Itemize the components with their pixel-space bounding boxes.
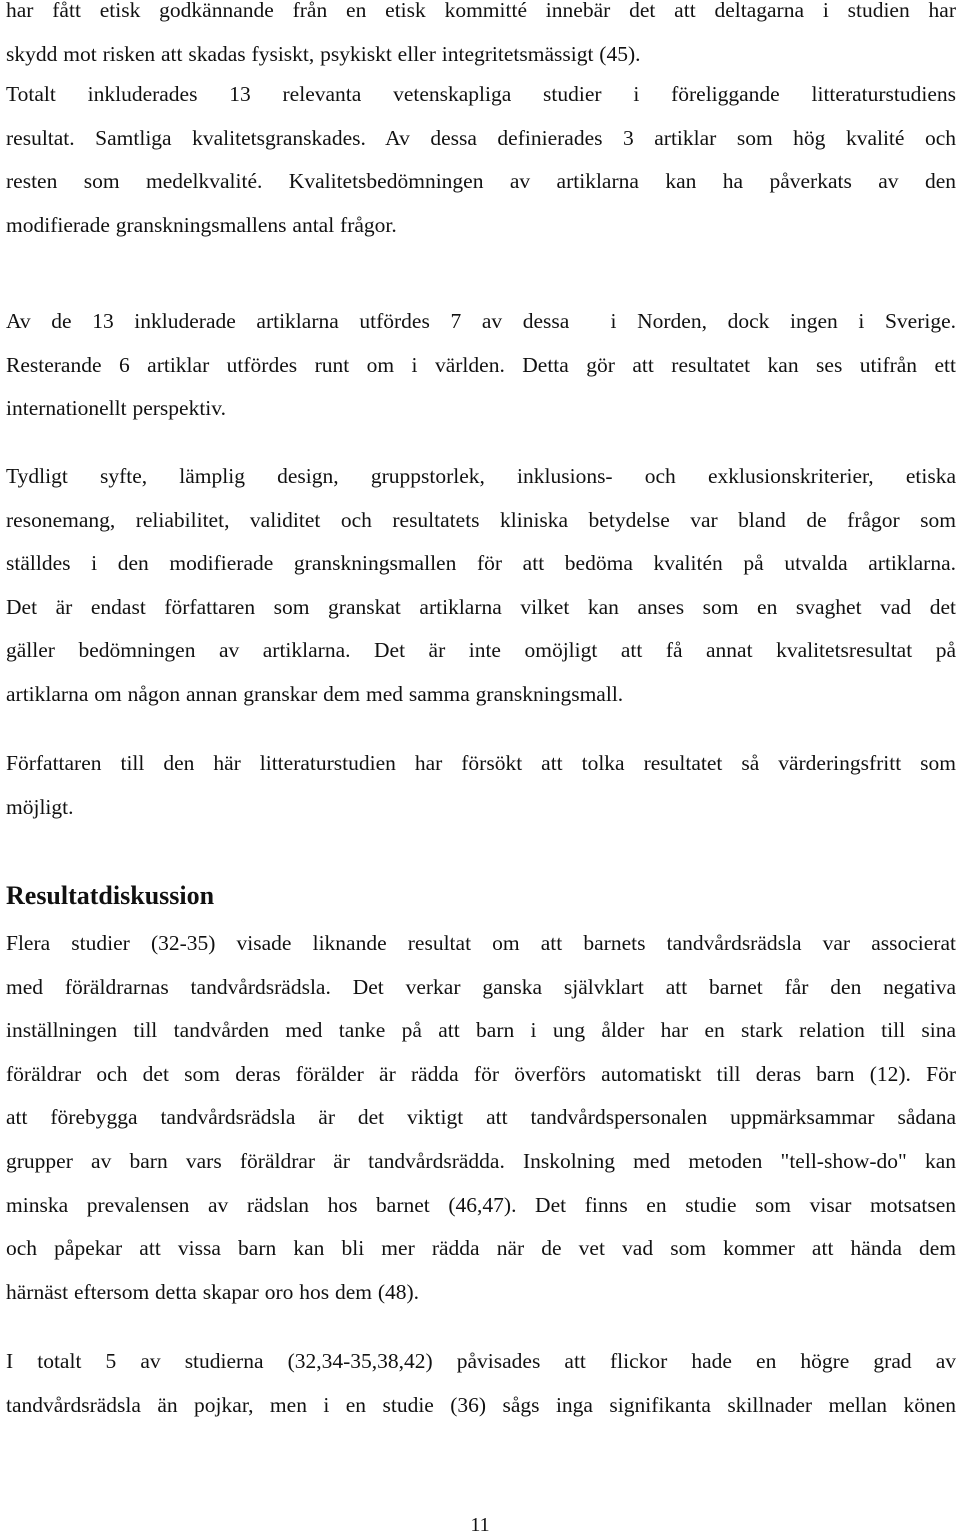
text-line: ställdes i den modifierade granskningsmallen för att bedöma kvalitén på utvalda artiklarna. [6,551,956,576]
text-line: och påpekar att vissa barn kan bli mer rädda när de vet vad som kommer att hända dem [6,1236,956,1261]
text-line: tandvårdsrädsla än pojkar, men i en studie (36) sågs inga signifikanta skillnader mellan könen [6,1392,956,1417]
paragraph-gender-differences [6,1340,956,1427]
text-line: resonemang, reliabilitet, validitet och resultatets kliniska betydelse var bland de frågor som [6,507,956,532]
paragraph-quality-criteria [6,455,956,717]
page-number: 11 [470,1514,490,1536]
text-line: skydd mot risken att skadas fysiskt, psykiskt eller integritetsmässigt (45). [6,41,641,66]
text-line: Av de 13 inkluderade artiklarna utfördes 7 av dessa i Norden, dock ingen i Sverige. [6,309,956,333]
text-line: artiklarna om någon annan granskar dem med samma granskningsmall. [6,681,624,706]
paragraph-included-studies [6,73,956,247]
text-line: Författaren till den här litteraturstudien har försökt att tolka resultatet så värderingsfritt som [6,751,956,775]
text-line: föräldrar och det som deras förälder är rädda för överförs automatiskt till deras barn (12). För [6,1061,956,1086]
paragraph-parental-fear [6,922,956,1314]
text-line: resten som medelkvalité. Kvalitetsbedömningen av artiklarna kan ha påverkats av den [6,169,956,194]
text-line: minska prevalensen av rädslan hos barnet (46,47). Det finns en studie som visar motsatsen [6,1192,956,1217]
text-line: resultat. Samtliga kvalitetsgranskades. Av dessa definierades 3 artiklar som hög kvalité och [6,125,956,150]
text-line: härnäst eftersom detta skapar oro hos dem (48). [6,1279,420,1304]
text-line: Det är endast författaren som granskat artiklarna vilket kan anses som en svaghet vad det [6,594,956,619]
paragraph-author-interpretation [6,742,956,829]
paragraph-study-locations [6,300,956,431]
text-line: gäller bedömningen av artiklarna. Det är inte omöjligt att få annat kvalitetsresultat på [6,638,956,663]
text-line: Tydligt syfte, lämplig design, gruppstorlek, inklusions- och exklusionskriterier, etiska [6,464,956,488]
text-line: internationellt perspektiv. [6,396,227,421]
text-line: har fått etisk godkännande från en etisk kommitté innebär det att deltagarna i studien har [6,0,956,22]
text-line: modifierade granskningsmallens antal frågor. [6,212,397,237]
text-line: med föräldrarnas tandvårdsrädsla. Det verkar ganska självklart att barnet får den negativa [6,974,956,999]
text-line: inställningen till tandvården med tanke på att barn i ung ålder har en stark relation till sina [6,1018,956,1043]
text-line: I totalt 5 av studierna (32,34-35,38,42) påvisades att flickor hade en högre grad av [6,1349,956,1373]
text-line: att förebygga tandvårdsrädsla är det viktigt att tandvårdspersonalen uppmärksammar sådana [6,1105,956,1130]
text-line: möjligt. [6,794,74,819]
text-line: grupper av barn vars föräldrar är tandvårdsrädda. Inskolning med metoden "tell-show-do" kan [6,1148,956,1173]
text-line: Resterande 6 artiklar utfördes runt om i världen. Detta gör att resultatet kan ses utifrån ett [6,352,956,377]
section-heading: Resultatdiskussion [6,881,215,910]
text-line: Totalt inkluderades 13 relevanta vetenskapliga studier i föreliggande litteraturstudiens [6,82,956,106]
paragraph-ethics [6,0,956,76]
text-line: Flera studier (32-35) visade liknande resultat om att barnets tandvårdsrädsla var associerat [6,931,956,955]
